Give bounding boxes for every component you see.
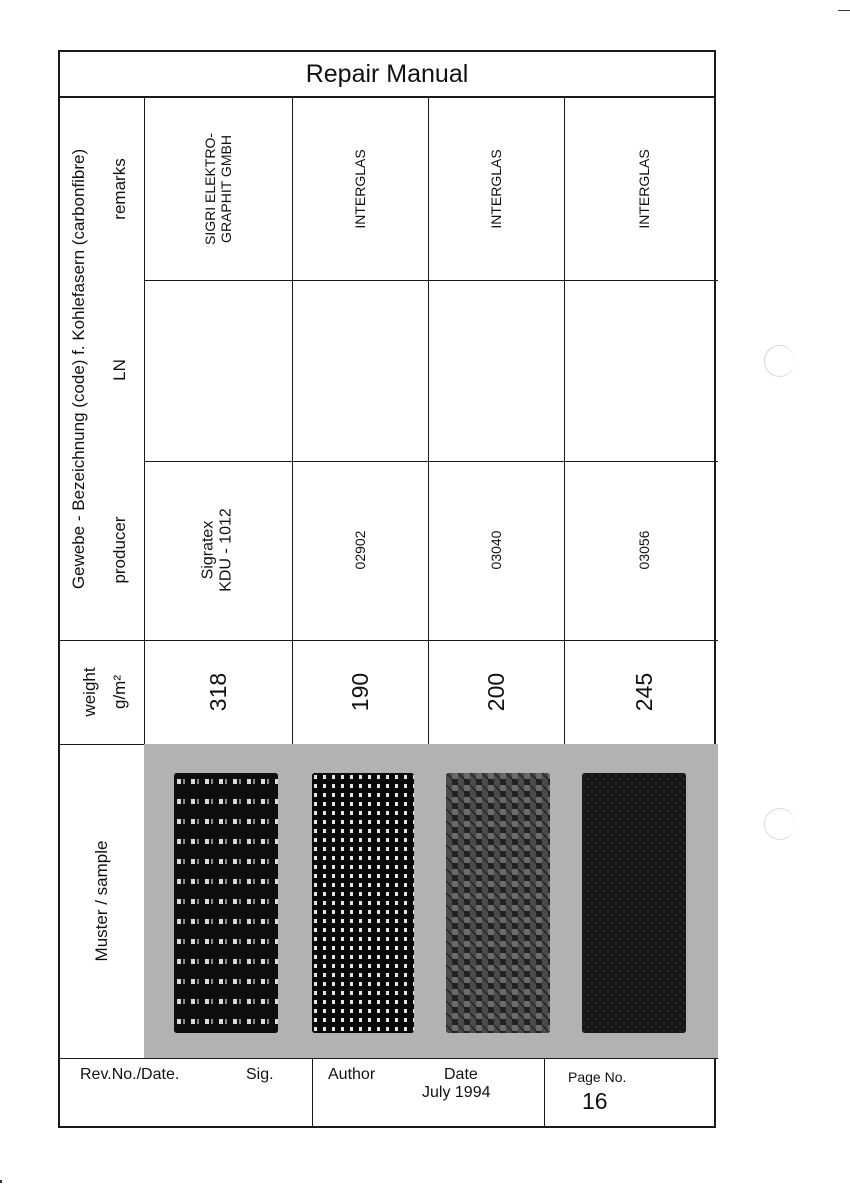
page-title: Repair Manual xyxy=(60,52,714,98)
column-divider-line xyxy=(144,280,718,281)
weight-cell: 245 xyxy=(630,672,657,712)
fabric-sample-image xyxy=(582,773,686,1033)
remarks-cell: SIGRI ELEKTRO- GRAPHIT GMBH xyxy=(201,132,234,246)
weight-cell: 190 xyxy=(346,672,373,712)
fabric-sample-image xyxy=(446,773,550,1033)
row-divider-line xyxy=(292,98,293,744)
row-divider-line xyxy=(564,98,565,744)
fabric-sample-image xyxy=(174,773,278,1033)
weight-header: weight xyxy=(80,667,100,717)
footer-divider-line xyxy=(312,1058,313,1128)
producer-cell: 02902 xyxy=(351,530,368,570)
producer-cell: 03056 xyxy=(635,530,652,570)
column-divider-line xyxy=(60,640,718,641)
date-label: Date xyxy=(444,1066,478,1083)
column-divider-line xyxy=(144,461,718,462)
date-value: July 1994 xyxy=(422,1084,491,1101)
footer-divider-line xyxy=(544,1058,545,1128)
remarks-cell: INTERGLAS xyxy=(487,149,504,229)
signature-label: Sig. xyxy=(246,1066,274,1083)
weight-cell: 200 xyxy=(482,672,509,712)
ln-header: LN xyxy=(110,359,130,381)
scan-edge-mark xyxy=(0,1180,2,1183)
fabric-sample-image xyxy=(312,773,414,1033)
binder-hole-mark xyxy=(764,345,795,377)
scan-edge-mark xyxy=(838,10,850,11)
binder-hole-mark xyxy=(764,808,795,840)
remarks-cell: INTERGLAS xyxy=(635,149,652,229)
footer-divider-line xyxy=(60,1058,718,1059)
row-divider-line xyxy=(428,98,429,744)
group-header: Gewebe - Bezeichnung (code) f. Kohlefasern (carbonfibre) xyxy=(69,148,89,590)
author-label: Author xyxy=(328,1066,376,1083)
document-frame xyxy=(58,50,716,1128)
page-number: 16 xyxy=(582,1088,608,1114)
producer-cell: 03040 xyxy=(487,530,504,570)
remarks-cell: INTERGLAS xyxy=(351,149,368,229)
weight-unit-header: g/m² xyxy=(110,675,130,709)
page-number-label: Page No. xyxy=(568,1069,627,1085)
sample-header: Muster / sample xyxy=(92,840,112,962)
remarks-header: remarks xyxy=(110,158,130,220)
producer-header: producer xyxy=(110,516,130,584)
weight-cell: 318 xyxy=(204,672,231,712)
producer-cell: Sigratex KDU - 1012 xyxy=(199,508,235,592)
rev-date-label: Rev.No./Date. xyxy=(80,1066,180,1083)
